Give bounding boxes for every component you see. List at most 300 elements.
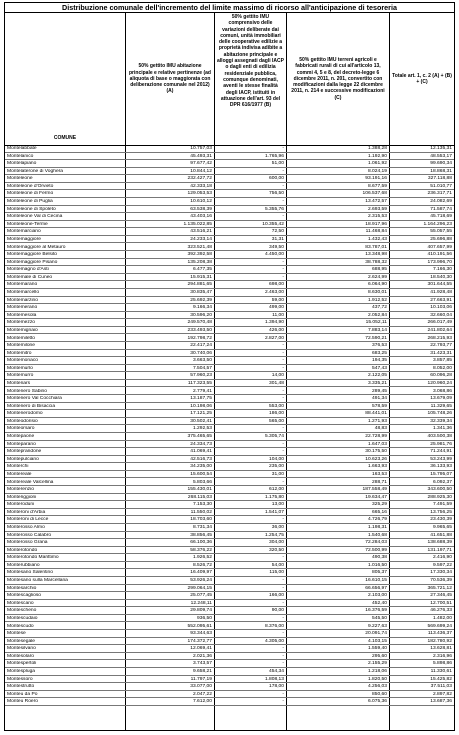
cell-col-a: 33.077,00 [190,684,212,690]
cell-comune: Monterubbiano [7,562,40,568]
cell-total: 7.166,30 [432,267,452,273]
cell-total: 6.092,37 [432,479,452,485]
cell-col-a: 12.069,41 [190,646,212,652]
cell-col-c: 491,34 [372,396,387,402]
cell-total: 46.276,33 [430,608,452,614]
cell-col-b: - [282,441,284,447]
cell-total: 266.017,49 [427,320,452,326]
table-row [5,411,454,418]
cell-col-c: 2.122,05 [367,373,387,379]
cell-col-a: 8.526,72 [192,562,212,568]
table-row [5,578,454,585]
cell-col-c: 3.335,21 [367,380,387,386]
cell-col-b: - [282,479,284,485]
cell-col-c: 665,16 [372,509,387,515]
cell-col-c: 8.677,59 [367,183,387,189]
cell-col-a: 7.504,57 [192,365,212,371]
cell-col-c: 490,38 [372,555,387,561]
cell-col-b: 426,00 [269,327,284,333]
cell-col-b: 320,50 [269,547,284,553]
cell-comune: Montesegale [7,638,36,644]
cell-comune: Montescheno [7,608,37,614]
cell-total: 32.660,04 [430,312,452,318]
cell-comune: Montesarchio [7,585,37,591]
cell-col-c: 7.883,14 [367,327,387,333]
table-row [5,677,454,684]
cell-col-b: 31,31 [271,236,284,242]
cell-col-b: 454,34 [269,669,284,675]
table-row [5,442,454,449]
cell-comune: Montenars [7,380,31,386]
cell-comune: Monteroni di Lecce [7,517,49,523]
cell-col-c: 15.052,11 [365,320,387,326]
cell-col-b: 178,00 [269,684,284,690]
cell-col-c: 295,60 [372,653,387,659]
cell-col-c: 1.192,90 [367,153,387,159]
cell-col-c: 805,37 [372,570,387,576]
cell-total: 25.981,76 [430,441,452,447]
cell-comune: Monteu Roero [7,699,38,705]
cell-total: 36.133,93 [430,464,452,470]
cell-col-c: 547,43 [372,365,387,371]
cell-col-c: 30.175,50 [365,449,387,455]
cell-col-b: 1.808,13 [264,676,284,682]
cell-col-c: 88.441,01 [365,411,387,417]
cell-total: 8.052,00 [432,365,452,371]
cell-col-a: 249.570,48 [187,320,212,326]
cell-comune: Monteroni d'Arbia [7,509,46,515]
cell-comune: Montereale Valcellina [7,479,54,485]
cell-total: 13.756,25 [430,509,452,515]
cell-total: 11.330,61 [430,669,452,675]
cell-col-b: - [282,168,284,174]
cell-col-a: 2.047,22 [192,691,212,697]
header-col-a: 50% gettito IMU abitazione principale e relative pertinenze (ad aliquota di base o maggiorata con deliberazione comunale nel 2012) (A) [126,13,215,145]
cell-total: 24.082,69 [430,199,452,205]
cell-col-c: 72.590,21 [365,335,387,341]
table-row [5,601,454,608]
cell-col-a: 25.692,39 [190,297,212,303]
cell-col-c: 66.656,97 [365,585,387,591]
cell-total: 53.243,99 [430,456,452,462]
cell-comune: Monterosso Almo [7,525,45,530]
cell-col-a: 63.538,39 [190,206,212,212]
cell-comune: Montenerodomo [7,411,43,417]
cell-comune: Montelapiano [7,161,37,167]
cell-comune: Montemignaio [7,327,38,333]
cell-total: 71.587,74 [430,206,452,212]
cell-total: 365.721,12 [427,585,452,591]
cell-col-c: 545,50 [372,615,387,621]
cell-col-b: - [282,146,284,151]
cell-col-c: 376,53 [372,343,387,349]
cell-col-b: - [282,388,284,394]
cell-col-b: 304,00 [269,540,284,546]
table-row [5,464,454,471]
cell-col-b: 14,00 [271,373,284,379]
table-row [5,146,454,153]
cell-col-b: - [282,396,284,402]
cell-col-a: 13.187,75 [190,396,212,402]
cell-total: 55.057,55 [430,229,452,235]
table-row [5,684,454,691]
table-row [5,298,454,305]
cell-col-a: 2.021,36 [192,653,212,659]
cell-comune: Montesano sulla Marcellana [7,578,68,584]
table-row [5,154,454,161]
cell-col-a: 41.069,41 [190,449,212,455]
cell-col-a: 129.053,53 [187,191,212,197]
cell-col-b: - [282,259,284,265]
cell-col-c: 1.647,03 [367,441,387,447]
cell-comune: Monteleone di Puglia [7,199,53,205]
cell-col-b: 235,00 [269,464,284,470]
cell-col-b: 90,00 [271,608,284,614]
cell-comune: Montespluga [7,669,36,675]
cell-comune: Montemarcello [7,290,40,296]
cell-col-a: 30.740,06 [190,350,212,356]
table-row [5,548,454,555]
cell-col-b: 553,00 [269,403,284,409]
cell-total: 2.316,96 [432,653,452,659]
cell-total: 1.164.296,23 [423,221,452,227]
cell-comune: Montemaggiore [7,236,41,242]
cell-col-b: 10.355,42 [262,221,284,227]
cell-col-b: - [282,350,284,356]
cell-total: 9.597,22 [432,562,452,568]
cell-col-c: 1.388,28 [367,146,387,151]
table-row [5,419,454,426]
table-row [5,563,454,570]
cell-total: 120.960,24 [427,380,452,386]
cell-col-a: 392.392,58 [187,252,212,258]
cell-col-b: 166,00 [269,593,284,599]
cell-total: 268.215,93 [427,335,452,341]
table-row [5,692,454,699]
cell-col-b: 59,00 [271,297,284,303]
cell-comune: Montemagno d'Asti [7,267,49,273]
cell-comune: Monteleone di Spoleto [7,206,56,212]
cell-col-b: - [282,578,284,584]
cell-total: 71.244,91 [430,449,452,455]
cell-col-a: 5.803,66 [192,479,212,485]
cell-col-c: 106.537,68 [362,191,387,197]
cell-col-b: - [282,214,284,220]
table-row [5,480,454,487]
header-col-b: 50% gettito IMU comprensivo delle variazioni deliberate dai comuni, unità immobiliari delle cooperative edilizie a proprietà indivisa adibite a abitazione principale e alloggi assegnati dagli IACP o dagli enti di edilizia residenziale pubblica, comunque denominati, aventi le stesse finalità degli IACP, istituiti in attuazione dell'art. 93 del DPR 616/1977 (B) [215,13,287,145]
cell-col-b: - [282,426,284,432]
cell-comune: Montemilone [7,343,35,349]
table-row [5,533,454,540]
table-row [5,449,454,456]
cell-total: 1.341,36 [432,426,452,432]
cell-comune: Monteu da Po [7,691,38,697]
cell-col-c: 83.787,01 [365,244,387,250]
cell-total: 13.628,81 [430,646,452,652]
cell-col-a: 29.809,74 [190,608,212,614]
cell-col-c: 1.912,52 [367,297,387,303]
cell-col-c: 4.103,15 [367,638,387,644]
cell-comune: Monterosso Grana [7,540,48,546]
cell-col-a: 174.372,77 [187,638,212,644]
cell-col-b: - [282,267,284,273]
cell-comune: Montescaglioso [7,593,41,599]
cell-col-c: 38.788,32 [365,259,387,265]
table-row [5,161,454,168]
cell-col-a: 15.915,31 [190,274,212,280]
cell-col-b: 36,00 [271,525,284,530]
table-row [5,328,454,335]
cell-col-a: 34.235,00 [190,464,212,470]
table-row [5,191,454,198]
cell-comune: Monteparano [7,441,36,447]
cell-comune: Monteroduni [7,502,35,508]
cell-col-a: 375.465,65 [187,434,212,440]
cell-col-c: 1.218,06 [367,669,387,675]
cell-total: 18.540,30 [430,274,452,280]
cell-col-c: 19.634,47 [365,494,387,500]
cell-col-a: 9.658,21 [192,669,212,675]
table-row [5,654,454,661]
cell-total: 182.780,92 [427,638,452,644]
table-row [5,472,454,479]
cell-col-c: 9.227,63 [367,623,387,629]
cell-col-c: 288,71 [372,479,387,485]
cell-col-c: 1.820,50 [367,676,387,682]
cell-col-b: - [282,646,284,652]
cell-col-b: - [282,183,284,189]
cell-total: 2.416,90 [432,555,452,561]
cell-total: 288.925,30 [427,494,452,500]
table-row [5,624,454,631]
cell-col-b: 600,00 [269,176,284,182]
cell-col-b: 1.254,75 [264,532,284,538]
cell-comune: Monteriggioni [7,494,37,500]
cell-col-c: 289,45 [372,388,387,394]
table-title: Distribuzione comunale dell'incremento del limite massimo di ricorso all'anticipazione di tesoreria [4,2,455,13]
cell-comune: Monteleone [7,176,33,182]
cell-comune: Montemurro [7,373,34,379]
cell-col-b: - [282,699,284,705]
cell-col-b: 2.463,00 [264,290,284,296]
cell-col-b: - [282,661,284,667]
cell-comune: Montemesola [7,312,37,318]
table-row [5,252,454,259]
cell-total: 301.644,55 [427,282,452,288]
table-header [4,13,455,146]
cell-col-a: 30.596,20 [190,312,212,318]
cell-col-c: 1.432,43 [367,236,387,242]
cell-col-b: - [282,600,284,606]
cell-total: 403.500,38 [427,434,452,440]
cell-col-b: - [282,653,284,659]
table-row [5,351,454,358]
cell-comune: Montescudo [7,623,34,629]
cell-col-c: 325,29 [372,502,387,508]
table-row [5,570,454,577]
cell-comune: Montesilvano [7,646,36,652]
cell-comune: Montemitro [7,350,32,356]
cell-total: 9.965,65 [432,525,452,530]
table-row [5,343,454,350]
cell-total: 1.482,00 [432,615,452,621]
cell-comune: Montenero Val Cocchiara [7,396,62,402]
cell-comune: Montelanico [7,153,34,159]
table-row [5,336,454,343]
table-row [5,214,454,221]
cell-col-c: 48,83 [374,426,387,432]
cell-col-a: 10.757,03 [190,146,212,151]
cell-comune: Montemurlo [7,365,33,371]
cell-comune: Montemarzino [7,297,38,303]
cell-col-c: 18.917,96 [365,221,387,227]
cell-col-a: 17.121,25 [190,411,212,417]
cell-col-c: 1.663,93 [367,464,387,470]
cell-col-b: 698,00 [269,282,284,288]
cell-col-a: 1.926,52 [192,555,212,561]
cell-col-b: 499,00 [269,305,284,311]
cell-col-a: 3.663,50 [192,358,212,364]
table-row [5,404,454,411]
cell-total: 113.436,37 [427,631,452,637]
cell-total: 11.329,65 [430,403,452,409]
cell-col-c: 72.500,99 [365,547,387,553]
cell-col-a: 299.064,15 [187,585,212,591]
cell-comune: Montemonaco [7,358,38,364]
cell-col-c: 8.630,01 [367,290,387,296]
cell-col-a: 18.703,60 [190,517,212,523]
cell-total: 131.197,71 [427,547,452,553]
cell-col-c: 194,35 [372,358,387,364]
cell-comune: Montessoro [7,676,33,682]
cell-col-b: 4.450,00 [264,252,284,258]
cell-total: 60.096,28 [430,373,452,379]
cell-total: 12.135,31 [430,146,452,151]
table-row [5,510,454,517]
cell-comune: Montelabbate [7,146,37,151]
cell-col-a: 232.427,72 [187,176,212,182]
cell-col-a: 10.610,12 [190,199,212,205]
cell-comune: Monterotondo Marittimo [7,555,59,561]
cell-col-c: 1.540,68 [367,532,387,538]
cell-col-a: 1.135.022,85 [183,221,212,227]
cell-col-b: 5.305,74 [264,434,284,440]
header-comune: COMUNE [5,13,126,145]
cell-total: 13.687,36 [430,699,452,705]
cell-col-b: - [282,358,284,364]
cell-total: 15.425,82 [430,676,452,682]
cell-col-b: - [282,199,284,205]
table-row [5,320,454,327]
table-body [4,146,455,731]
cell-comune: Montemezzo [7,320,35,326]
cell-comune: Monteleone Val di Cecina [7,214,63,220]
cell-col-c: 2.315,53 [367,214,387,220]
table-row [5,586,454,593]
cell-col-b: 1.394,90 [264,320,284,326]
table-row [5,229,454,236]
cell-col-b: 13,00 [271,502,284,508]
table-row [5,176,454,183]
cell-col-c: 10.623,26 [365,456,387,462]
cell-col-a: 155.430,01 [187,487,212,493]
cell-total: 2.897,82 [432,691,452,697]
table-row [5,396,454,403]
cell-col-c: 22.728,99 [365,434,387,440]
table-row [5,373,454,380]
cell-col-a: 45.493,31 [190,153,212,159]
cell-total: 173.996,70 [427,259,452,265]
cell-total: 25.696,88 [430,236,452,242]
cell-total: 3.068,86 [432,388,452,394]
cell-col-a: 8.731,34 [192,525,212,530]
cell-col-c: 1.198,31 [367,525,387,530]
cell-col-a: 30.835,47 [190,290,212,296]
cell-col-a: 10.198,06 [190,403,212,409]
cell-col-b: 756,50 [269,191,284,197]
cell-comune: Monteorsaro [7,426,35,432]
cell-col-c: 16.376,59 [365,608,387,614]
cell-total: 7.491,59 [432,502,452,508]
cell-total: 5.898,86 [432,661,452,667]
cell-col-c: 11.468,84 [365,229,387,235]
cell-col-a: 25.077,45 [190,593,212,599]
cell-col-b: 8.376,00 [264,623,284,629]
cell-total: 27.663,91 [430,297,452,303]
cell-col-b: - [282,274,284,280]
cell-col-a: 1.292,53 [192,426,212,432]
cell-total: 37.511,03 [430,684,452,690]
cell-col-a: 12.248,11 [190,600,212,606]
cell-total: 105.748,26 [427,411,452,417]
cell-col-b: 565,00 [269,418,284,424]
table-row [5,245,454,252]
cell-col-a: 15.600,54 [190,471,212,477]
table-row [5,184,454,191]
cell-total: 343.600,50 [427,487,452,493]
table-row [5,669,454,676]
cell-col-b: 104,00 [269,456,284,462]
cell-col-a: 58.376,22 [190,547,212,553]
cell-comune: Monterenzio [7,487,34,493]
cell-col-c: 452,40 [372,600,387,606]
table-row [5,616,454,623]
table-row [5,260,454,267]
table-row [5,608,454,615]
cell-col-c: 1.271,93 [367,418,387,424]
table-row [5,646,454,653]
cell-col-b: 54,00 [271,562,284,568]
table-row [5,540,454,547]
cell-col-a: 42.333,18 [190,183,212,189]
cell-comune: Montereale [7,471,32,477]
table-row [5,661,454,668]
table-row [5,434,454,441]
cell-col-c: 683,25 [372,350,387,356]
cell-comune: Monteprandone [7,449,42,455]
cell-total: 41.651,88 [430,532,452,538]
cell-total: 10.103,06 [430,305,452,311]
table-row [5,487,454,494]
cell-col-a: 6.477,35 [192,267,212,273]
cell-col-b: - [282,517,284,523]
cell-col-c: 2.693,59 [367,206,387,212]
cell-comune: Montemiletto [7,335,35,341]
cell-col-b: 1.765,96 [264,153,284,159]
cell-total: 569.699,24 [427,623,452,629]
cell-total: 23.430,39 [430,517,452,523]
cell-col-a: 24.233,14 [190,236,212,242]
